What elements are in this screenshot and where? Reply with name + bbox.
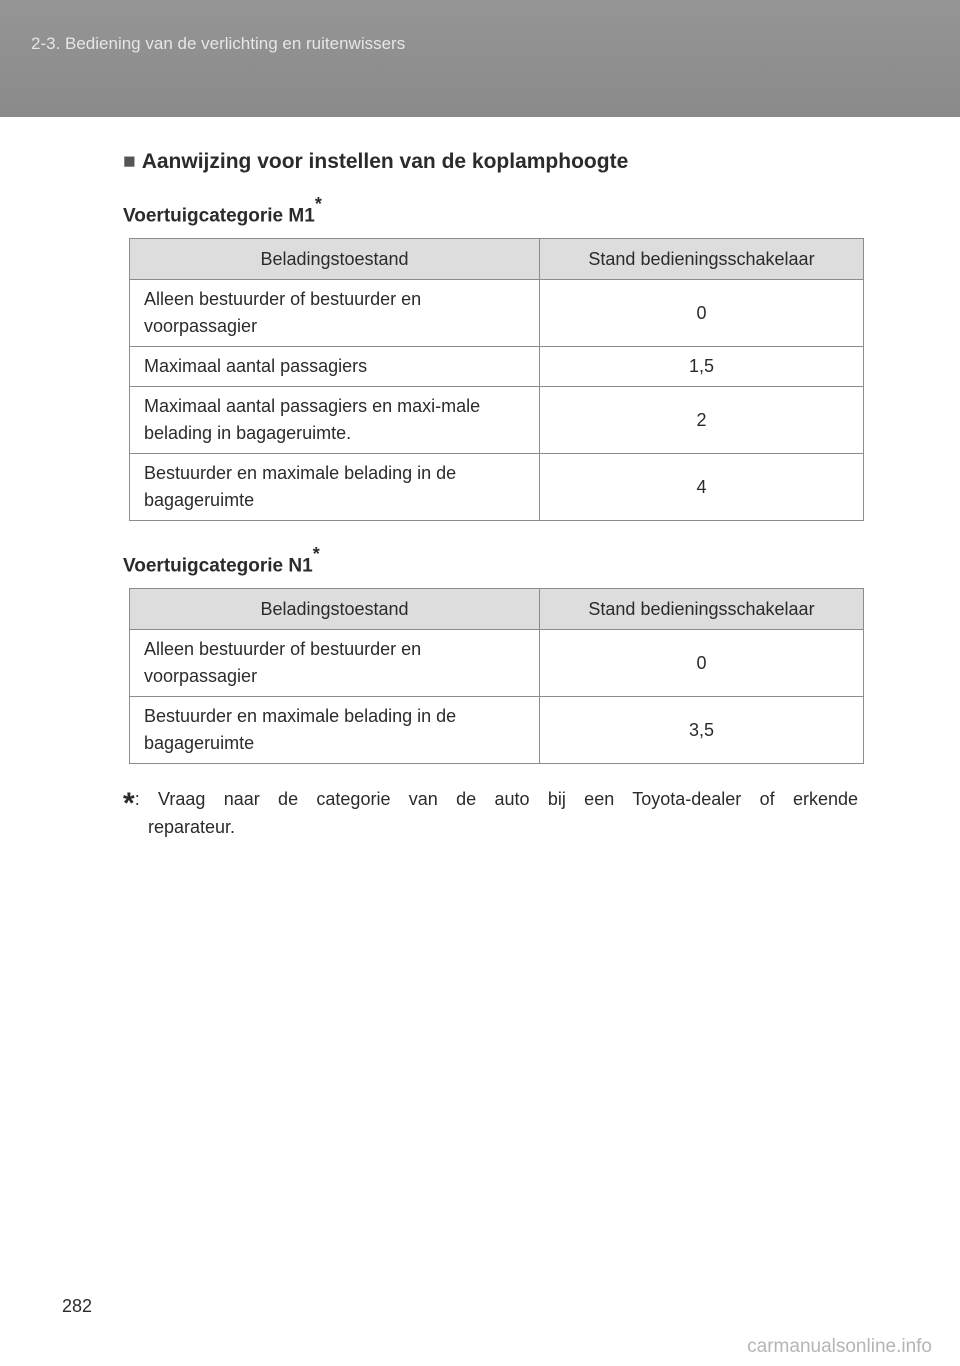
table-row <box>130 387 864 454</box>
cell-condition: Maximaal aantal passagiers en maxi-male belading in bagageruimte. <box>130 387 540 454</box>
cell-position: 0 <box>540 630 864 697</box>
footnote-text-1: : Vraag naar de categorie van de auto bij een Toyota-dealer of erkende <box>134 789 858 809</box>
table-header-row <box>130 589 864 630</box>
page-number: 282 <box>62 1296 93 1316</box>
watermark: carmanualsonline.info <box>747 1336 932 1357</box>
cell-condition: Alleen bestuurder of bestuurder en voorpassagier <box>130 280 540 347</box>
chapter-header <box>0 0 960 117</box>
table-row <box>130 697 864 764</box>
square-bullet-icon: ■ <box>123 150 136 173</box>
n1-heading-text: Voertuigcategorie N1 <box>123 555 313 577</box>
footnote <box>123 785 858 841</box>
n1-heading <box>123 544 320 577</box>
cell-condition: Bestuurder en maximale belading in de bagageruimte <box>130 697 540 764</box>
section-title-text: Aanwijzing voor instellen van de koplamphoogte <box>141 150 629 173</box>
m1-table <box>129 238 864 521</box>
column-header-condition: Beladingstoestand <box>130 239 540 280</box>
footnote-marker: * <box>314 194 322 214</box>
footnote-line-2: reparateur. <box>148 817 236 837</box>
cell-position: 2 <box>540 387 864 454</box>
table-row <box>130 454 864 521</box>
table-row <box>130 630 864 697</box>
table-row <box>130 347 864 387</box>
column-header-position: Stand bedieningsschakelaar <box>540 589 864 630</box>
table-header-row <box>130 239 864 280</box>
table-row <box>130 280 864 347</box>
m1-heading <box>123 194 322 227</box>
cell-position: 0 <box>540 280 864 347</box>
column-header-condition: Beladingstoestand <box>130 589 540 630</box>
cell-position: 1,5 <box>540 347 864 387</box>
cell-position: 3,5 <box>540 697 864 764</box>
m1-heading-text: Voertuigcategorie M1 <box>123 205 315 227</box>
footnote-marker: * <box>312 544 320 564</box>
chapter-title: 2-3. Bediening van de verlichting en ruitenwissers <box>31 34 406 53</box>
cell-condition: Bestuurder en maximale belading in de bagageruimte <box>130 454 540 521</box>
footnote-line-1 <box>123 785 858 820</box>
column-header-position: Stand bedieningsschakelaar <box>540 239 864 280</box>
n1-table <box>129 588 864 764</box>
cell-position: 4 <box>540 454 864 521</box>
section-title <box>123 150 628 174</box>
cell-condition: Maximaal aantal passagiers <box>130 347 540 387</box>
cell-condition: Alleen bestuurder of bestuurder en voorpassagier <box>130 630 540 697</box>
footnote-star: * <box>123 787 135 820</box>
